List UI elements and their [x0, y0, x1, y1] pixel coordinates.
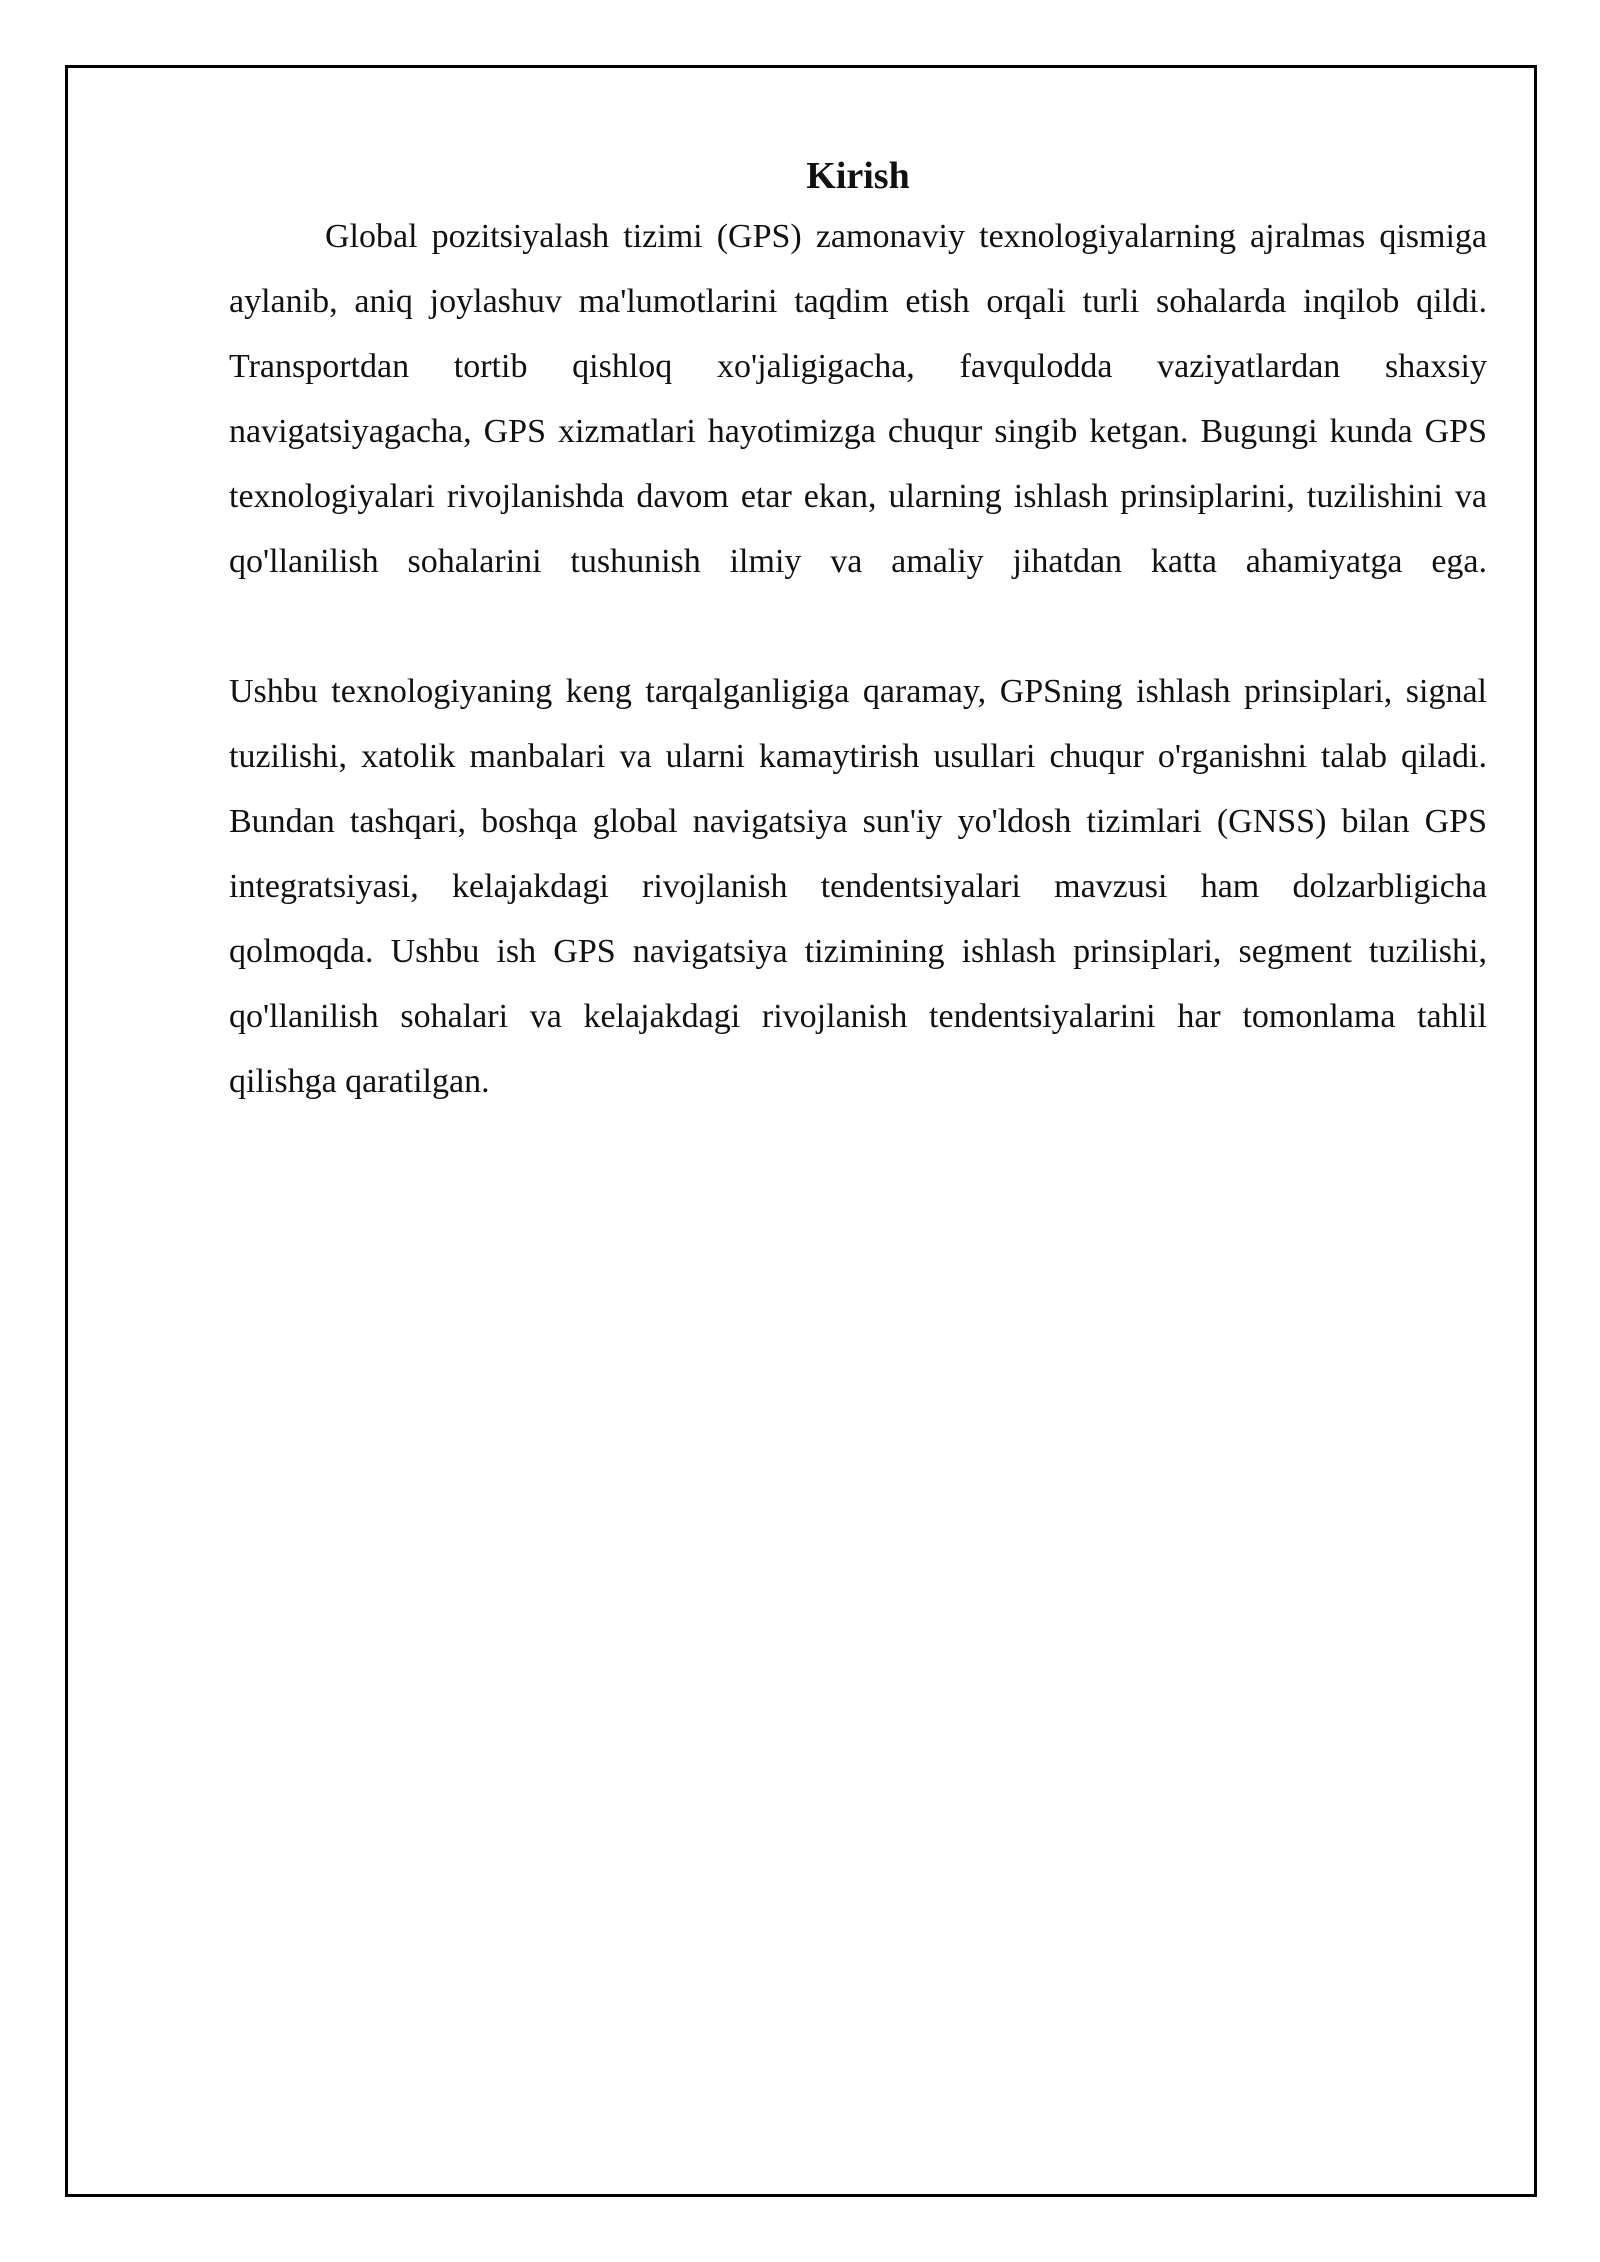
paragraph-spacer	[229, 594, 1487, 659]
document-body	[229, 150, 1487, 1114]
page-title: Kirish	[806, 155, 910, 197]
paragraph-introduction: Global pozitsiyalash tizimi (GPS) zamonaviy texnologiyalarning ajralmas qismiga aylanib, aniq joylashuv ma'lumotlarini taqdim etish orqali turli sohalarda inqilob qildi. Transportdan tortib qishloq xo'jaligigacha, favqulodda vaziyatlardan shaxsiy navigatsiyagacha, GPS xizmatlari hayotimizga chuqur singib ketgan. Bugungi kunda GPS texnologiyalari rivojlanishda davom etar ekan, ularning ishlash prinsiplarini, tuzilishini va qo'llanilish sohalarini tushunish ilmiy va amaliy jihatdan katta ahamiyatga ega.	[229, 218, 1487, 580]
paragraph-scope: Ushbu texnologiyaning keng tarqalganligiga qaramay, GPSning ishlash prinsiplari, signal tuzilishi, xatolik manbalari va ularni kamaytirish usullari chuqur o'rganishni talab qiladi. Bundan tashqari, boshqa global navigatsiya sun'iy yo'ldosh tizimlari (GNSS) bilan GPS integratsiyasi, kelajakdagi rivojlanish tendentsiyalari mavzusi ham dolzarbligicha qolmoqda. Ushbu ish GPS navigatsiya tizimining ishlash prinsiplari, segment tuzilishi, qo'llanilish sohalari va kelajakdagi rivojlanish tendentsiyalarini har tomonlama tahlil qilishga qaratilgan.	[229, 673, 1487, 1100]
